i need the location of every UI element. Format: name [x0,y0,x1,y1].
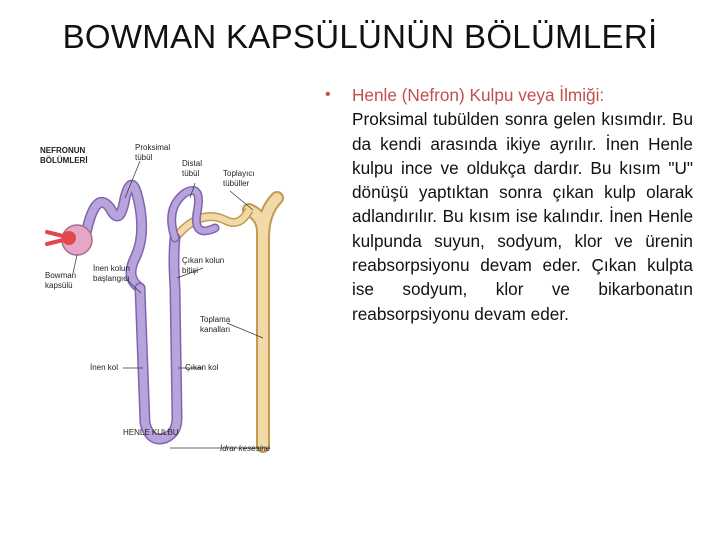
label-collecting-duct-2: kanalları [200,325,231,334]
bullet-body [352,83,693,326]
nephron-diagram [25,128,315,468]
label-ascending-end-2: bitişi [182,266,199,275]
nephron-illustration [25,128,315,468]
label-descending-start-1: İnen kolun [93,264,130,273]
bullet-dot: • [325,86,331,103]
label-urine: İdrar kesesine [220,444,271,453]
label-bowman-1: Bowman [45,271,77,280]
label-ascending-limb: Çıkan kol [185,363,219,372]
afferent-vessel [47,232,63,244]
label-header-1: NEFRONUN [40,146,86,155]
content-text [323,83,693,326]
label-descending-limb: İnen kol [90,363,119,372]
label-distal-2: tübül [182,169,200,178]
label-bowman-2: kapsülü [45,281,73,290]
bullet-item [323,83,693,326]
label-collecting-1: Toplayıcı [223,169,255,178]
label-collecting-2: tübüller [223,179,250,188]
label-descending-start-2: başlangıcı [93,274,130,283]
label-distal-1: Distal [182,159,203,168]
label-ascending-end-1: Çıkan kolun [182,256,225,265]
label-proximal-1: Proksimal [135,143,171,152]
bullet-paragraph: Proksimal tubülden sonra gelen kısımdır. Bu da kendi arasında ikiye ayrılır. İnen Henle kulpu ince ve oldukça dardır. Bu kısım "U" dönüşü yaptıktan sonra çıkan kulp olarak adlandırılır. Bu kısım ise kalındır. İnen Henle kulpunda suyun, sodyum, klor ve ürenin reabsorpsiyonu devam eder. Çıkan kulpta ise sodyum, klor ve bikarbonatın reabsorpsiyonu devam eder. [352,109,693,324]
label-loop: HENLE KULBU [123,428,179,437]
glomerulus [62,231,76,245]
bullet-heading: Henle (Nefron) Kulpu veya İlmiği: [352,85,605,105]
slide-title: BOWMAN KAPSÜLÜNÜN BÖLÜMLERİ [62,18,658,55]
label-collecting-duct-1: Toplama [200,315,231,324]
collecting-duct-fill [249,198,277,446]
label-header-2: BÖLÜMLERİ [40,156,88,165]
label-proximal-2: tübül [135,153,153,162]
